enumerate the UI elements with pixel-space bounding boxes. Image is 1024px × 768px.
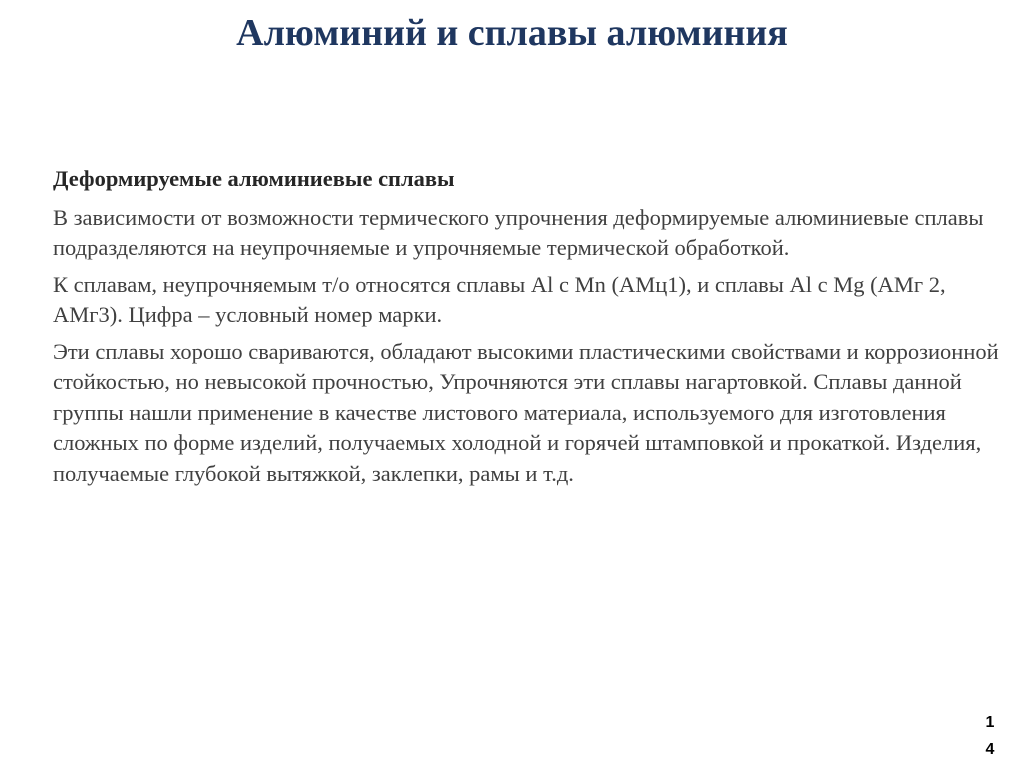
slide-content <box>53 164 1003 495</box>
paragraph-non-hardenable-alloys: К сплавам, неупрочняемым т/о относятся сплавы Al с Mn (АМц1), и сплавы Al с Mg (АМг 2, АМг3). Цифра – условный номер марки. <box>53 271 946 327</box>
page-number <box>980 709 1000 763</box>
page-number-digit-2: 4 <box>985 741 995 758</box>
section-subheading: Деформируемые алюминиевые сплавы <box>53 166 455 191</box>
page-number-digit-1: 1 <box>985 714 995 731</box>
paragraph-properties-applications: Эти сплавы хорошо свариваются, обладают высокими пластическими свойствами и коррозионной стойкостью, но невысокой прочностью, Упрочняются эти сплавы нагартовкой. Сплавы данной группы нашли применение в качестве листового материала, используемого для изготовления сложных по форме изделий, получаемых холодной и горячей штамповкой и прокаткой. Изделия, получаемые глубокой вытяжкой, заклепки, рамы и т.д. <box>53 338 999 486</box>
slide-title: Алюминий и сплавы алюминия <box>236 12 788 54</box>
paragraph-classification: В зависимости от возможности термического упрочнения деформируемые алюминиевые сплавы подразделяются на неупрочняемые и упрочняемые термической обработкой. <box>53 204 984 260</box>
